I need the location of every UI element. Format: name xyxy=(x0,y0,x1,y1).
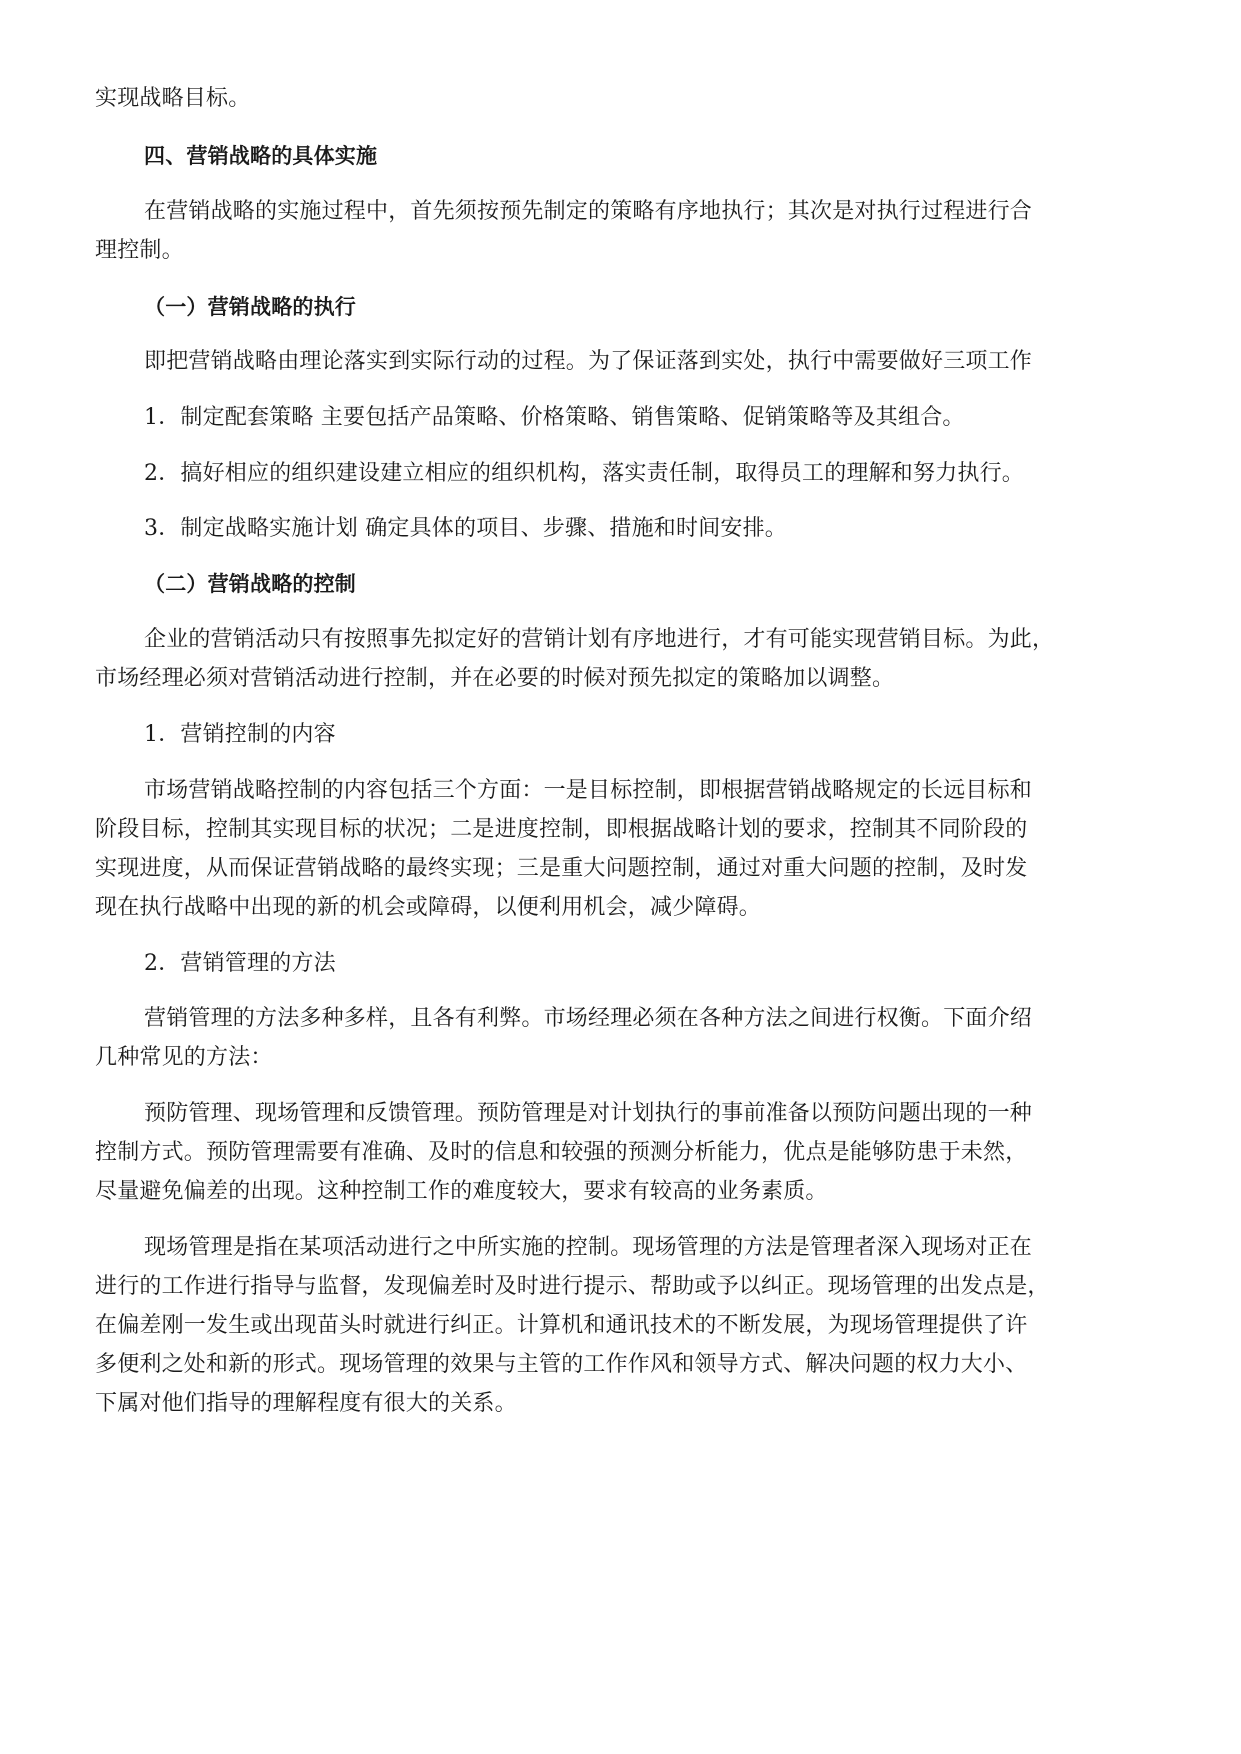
paragraph-line: 预防管理、现场管理和反馈管理。预防管理是对计划执行的事前准备以预防问题出现的一种 xyxy=(144,1101,1033,1126)
numbered-subheading: 1．营销控制的内容 xyxy=(144,722,336,747)
section-heading: 四、营销战略的具体实施 xyxy=(144,144,378,168)
paragraph-line: 在偏差刚一发生或出现苗头时就进行纠正。计算机和通讯技术的不断发展，为现场管理提供了许 xyxy=(95,1313,1028,1338)
paragraph-line: 阶段目标，控制其实现目标的状况；二是进度控制，即根据战略计划的要求，控制其不同阶段的 xyxy=(95,817,1028,842)
paragraph-line: 实现进度，从而保证营销战略的最终实现；三是重大问题控制，通过对重大问题的控制，及时发 xyxy=(95,856,1028,881)
list-item: 3．制定战略实施计划 确定具体的项目、步骤、措施和时间安排。 xyxy=(144,516,787,541)
paragraph-line: 实现战略目标。 xyxy=(95,86,251,111)
subsection-heading: （二）营销战略的控制 xyxy=(144,572,356,596)
paragraph-line: 现场管理是指在某项活动进行之中所实施的控制。现场管理的方法是管理者深入现场对正在 xyxy=(144,1235,1033,1260)
paragraph-line: 企业的营销活动只有按照事先拟定好的营销计划有序地进行，才有可能实现营销目标。为此， xyxy=(144,627,1055,652)
paragraph-line: 市场营销战略控制的内容包括三个方面：一是目标控制，即根据营销战略规定的长远目标和 xyxy=(144,778,1033,803)
paragraph-line: 几种常见的方法： xyxy=(95,1045,273,1070)
paragraph-line: 现在执行战略中出现的新的机会或障碍，以便利用机会，减少障碍。 xyxy=(95,895,762,920)
paragraph-line: 营销管理的方法多种多样，且各有利弊。市场经理必须在各种方法之间进行权衡。下面介绍 xyxy=(144,1006,1033,1031)
paragraph-line: 尽量避免偏差的出现。这种控制工作的难度较大，要求有较高的业务素质。 xyxy=(95,1179,828,1204)
numbered-subheading: 2．营销管理的方法 xyxy=(144,951,336,976)
paragraph-line: 市场经理必须对营销活动进行控制，并在必要的时候对预先拟定的策略加以调整。 xyxy=(95,666,895,691)
list-item: 1．制定配套策略 主要包括产品策略、价格策略、销售策略、促销策略等及其组合。 xyxy=(144,405,965,430)
paragraph-line: 下属对他们指导的理解程度有很大的关系。 xyxy=(95,1391,517,1416)
paragraph-line: 进行的工作进行指导与监督，发现偏差时及时进行提示、帮助或予以纠正。现场管理的出发点是， xyxy=(95,1274,1050,1299)
subsection-heading: （一）营销战略的执行 xyxy=(144,295,356,319)
paragraph-line: 理控制。 xyxy=(95,238,184,263)
list-item: 2．搞好相应的组织建设建立相应的组织机构，落实责任制，取得员工的理解和努力执行。 xyxy=(144,461,1024,486)
paragraph-line: 在营销战略的实施过程中，首先须按预先制定的策略有序地执行；其次是对执行过程进行合 xyxy=(144,199,1033,224)
paragraph-line: 即把营销战略由理论落实到实际行动的过程。为了保证落到实处，执行中需要做好三项工作 xyxy=(144,349,1033,374)
paragraph-line: 控制方式。预防管理需要有准确、及时的信息和较强的预测分析能力，优点是能够防患于未然， xyxy=(95,1140,1028,1165)
paragraph-line: 多便利之处和新的形式。现场管理的效果与主管的工作作风和领导方式、解决问题的权力大小、 xyxy=(95,1352,1028,1377)
